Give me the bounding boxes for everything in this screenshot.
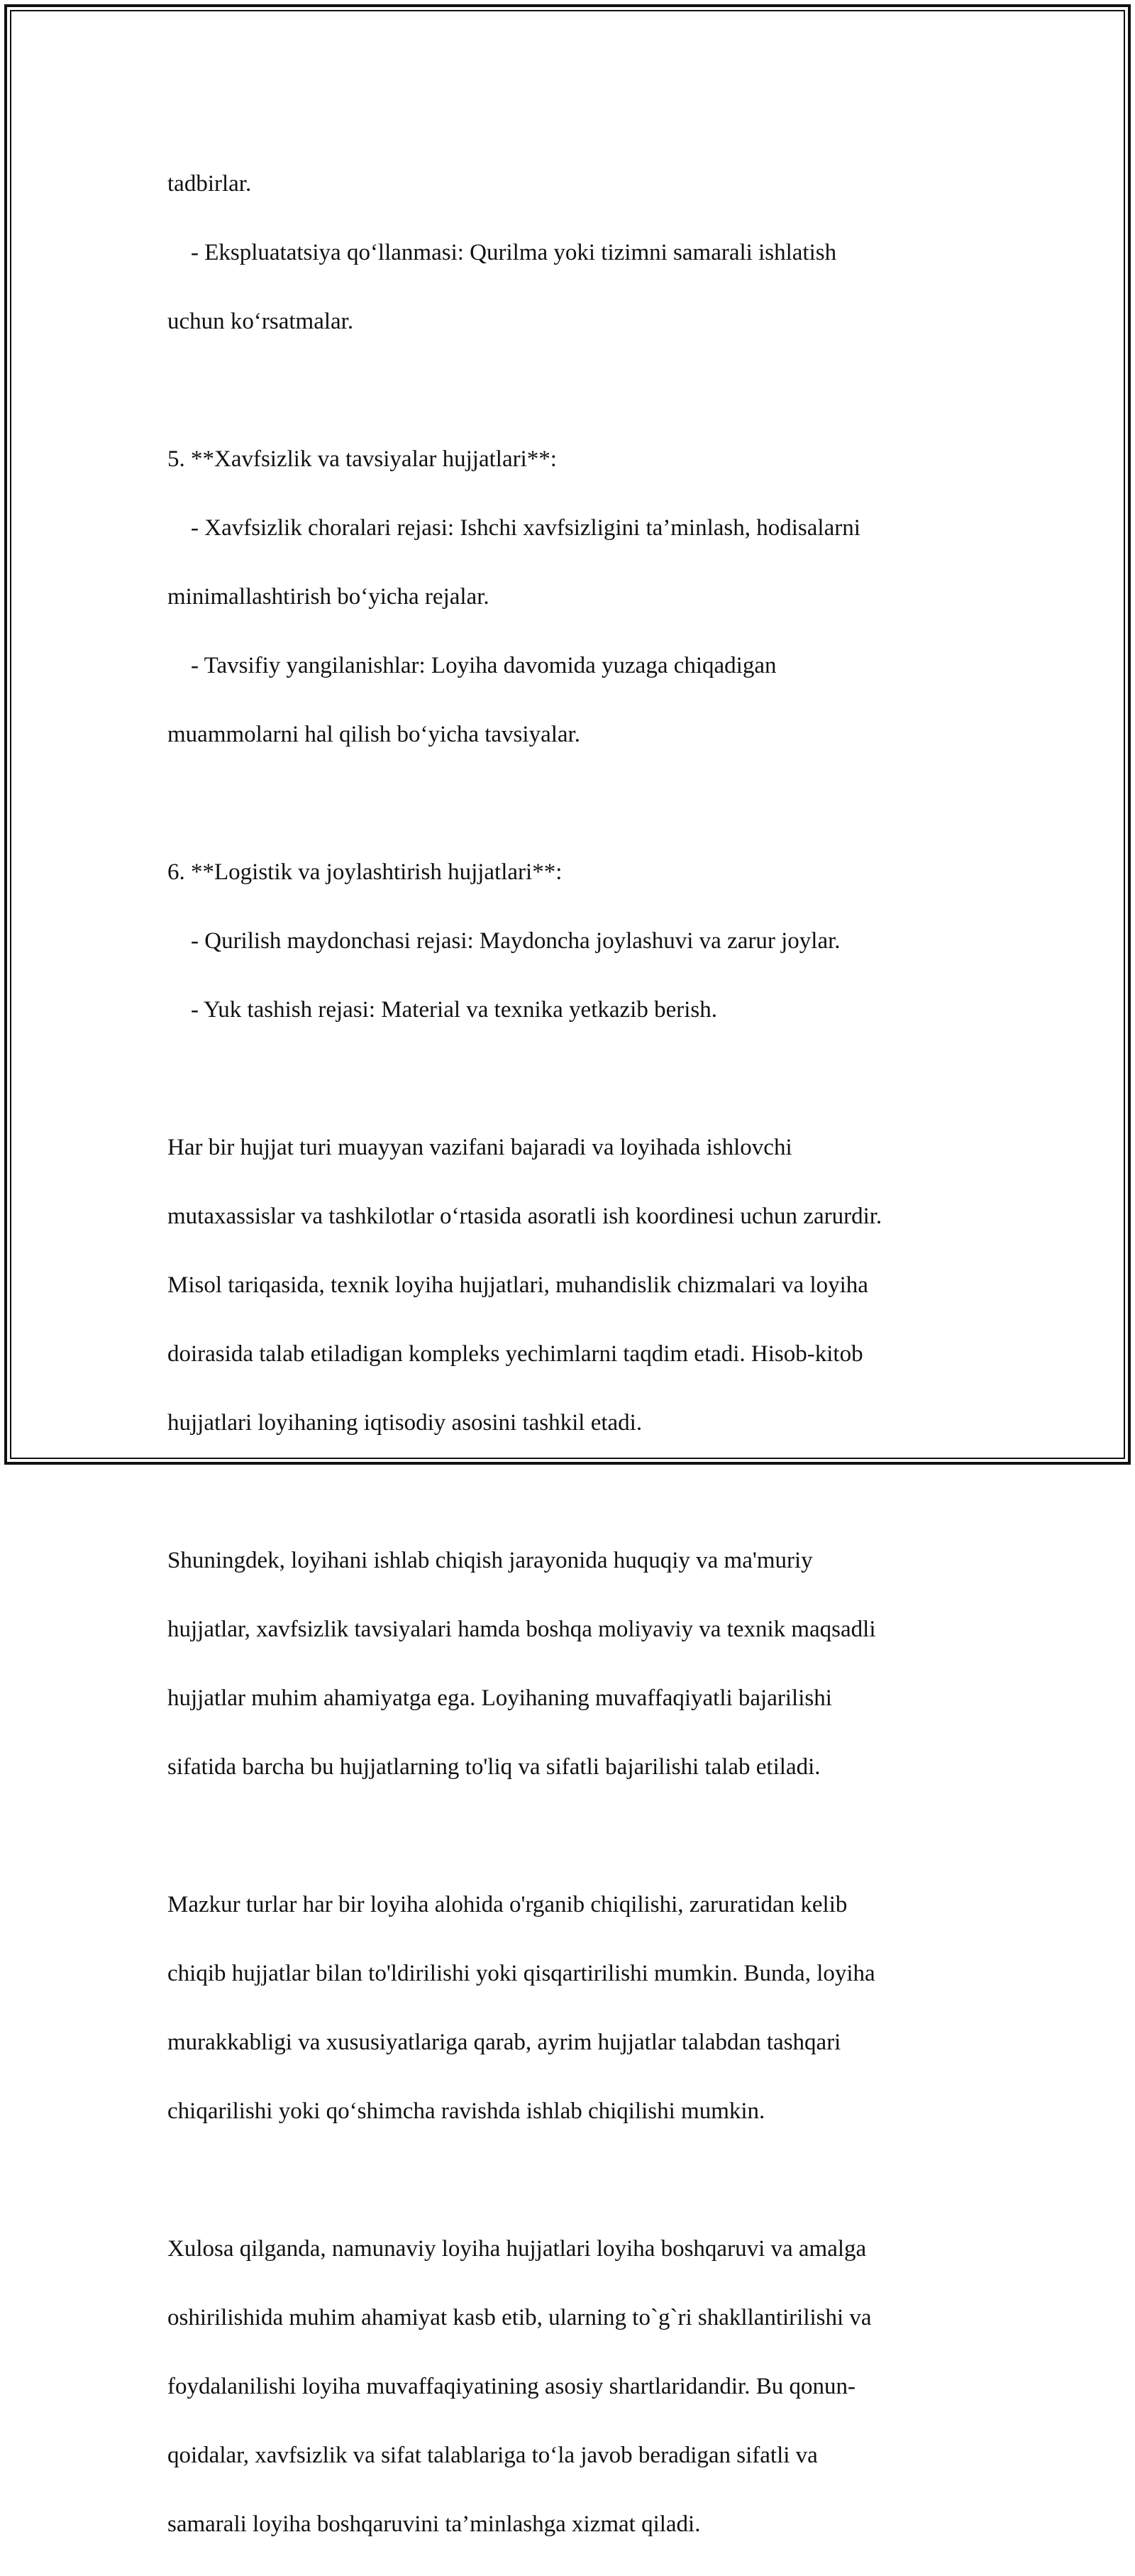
text-line: foydalanilishi loyiha muvaffaqiyatining asosiy shartlaridandir. Bu qonun- [167, 2373, 856, 2399]
paragraph-gap [167, 373, 969, 408]
text-line: muammolarni hal qilish bo‘yicha tavsiyalar. [167, 721, 580, 747]
section-heading: 6. **Logistik va joylashtirish hujjatlari**: [167, 859, 563, 885]
text-line: samarali loyiha boshqaruvini ta’minlashga xizmat qiladi. [167, 2511, 701, 2537]
text-line: doirasida talab etiladigan kompleks yechimlarni taqdim etadi. Hisob-kitob [167, 1341, 863, 1367]
text-line: oshirilishida muhim ahamiyat kasb etib, ularning to`g`ri shakllantirilishi va [167, 2304, 872, 2330]
text-line: mutaxassislar va tashkilotlar o‘rtasida asoratli ish koordinesi uchun zarurdir. [167, 1203, 882, 1229]
text-line: Shuningdek, loyihani ishlab chiqish jarayonida huquqiy va ma'muriy [167, 1547, 813, 1573]
text-line: Mazkur turlar har bir loyiha alohida o'rganib chiqilishi, zaruratidan kelib [167, 1891, 848, 1917]
text-line: minimallashtirish bo‘yicha rejalar. [167, 583, 489, 610]
paragraph-gap [167, 2163, 969, 2198]
text-line: qoidalar, xavfsizlik va sifat talablariga to‘la javob beradigan sifatli va [167, 2442, 818, 2468]
paragraph-gap [167, 1062, 969, 1096]
section-heading: 5. **Xavfsizlik va tavsiyalar hujjatlari**: [167, 446, 557, 472]
text-line: tadbirlar. [167, 170, 252, 197]
text-line: Misol tariqasida, texnik loyiha hujjatlari, muhandislik chizmalari va loyiha [167, 1272, 868, 1298]
paragraph-gap [167, 1475, 969, 1509]
text-line: chiqib hujjatlar bilan to'ldirilishi yoki qisqartirilishi mumkin. Bunda, loyiha [167, 1960, 875, 1986]
text-line: hujjatlar muhim ahamiyatga ega. Loyihaning muvaffaqiyatli bajarilishi [167, 1685, 832, 1711]
document-body [167, 132, 969, 2576]
paragraph-gap [167, 1819, 969, 1854]
text-line: sifatida barcha bu hujjatlarning to'liq va sifatli bajarilishi talab etiladi. [167, 1754, 821, 1780]
text-line: - Tavsifiy yangilanishlar: Loyiha davomida yuzaga chiqadigan [167, 652, 777, 678]
text-line: murakkabligi va xususiyatlariga qarab, ayrim hujjatlar talabdan tashqari [167, 2029, 841, 2055]
text-line: - Xavfsizlik choralari rejasi: Ishchi xavfsizligini ta’minlash, hodisalarni [167, 514, 860, 541]
text-line: hujjatlar, xavfsizlik tavsiyalari hamda boshqa moliyaviy va texnik maqsadli [167, 1616, 876, 1642]
text-line: - Ekspluatatsiya qo‘llanmasi: Qurilma yoki tizimni samarali ishlatish [167, 239, 837, 265]
text-line: hujjatlari loyihaning iqtisodiy asosini tashkil etadi. [167, 1409, 643, 1436]
paragraph-gap [167, 786, 969, 821]
text-line: - Yuk tashish rejasi: Material va texnika yetkazib berish. [167, 996, 717, 1023]
text-line: chiqarilishi yoki qo‘shimcha ravishda ishlab chiqilishi mumkin. [167, 2098, 765, 2124]
text-line: uchun ko‘rsatmalar. [167, 308, 354, 334]
text-line: - Qurilish maydonchasi rejasi: Maydoncha joylashuvi va zarur joylar. [167, 928, 841, 954]
text-line: Xulosa qilganda, namunaviy loyiha hujjatlari loyiha boshqaruvi va amalga [167, 2235, 867, 2262]
text-line: Har bir hujjat turi muayyan vazifani bajaradi va loyihada ishlovchi [167, 1134, 792, 1160]
